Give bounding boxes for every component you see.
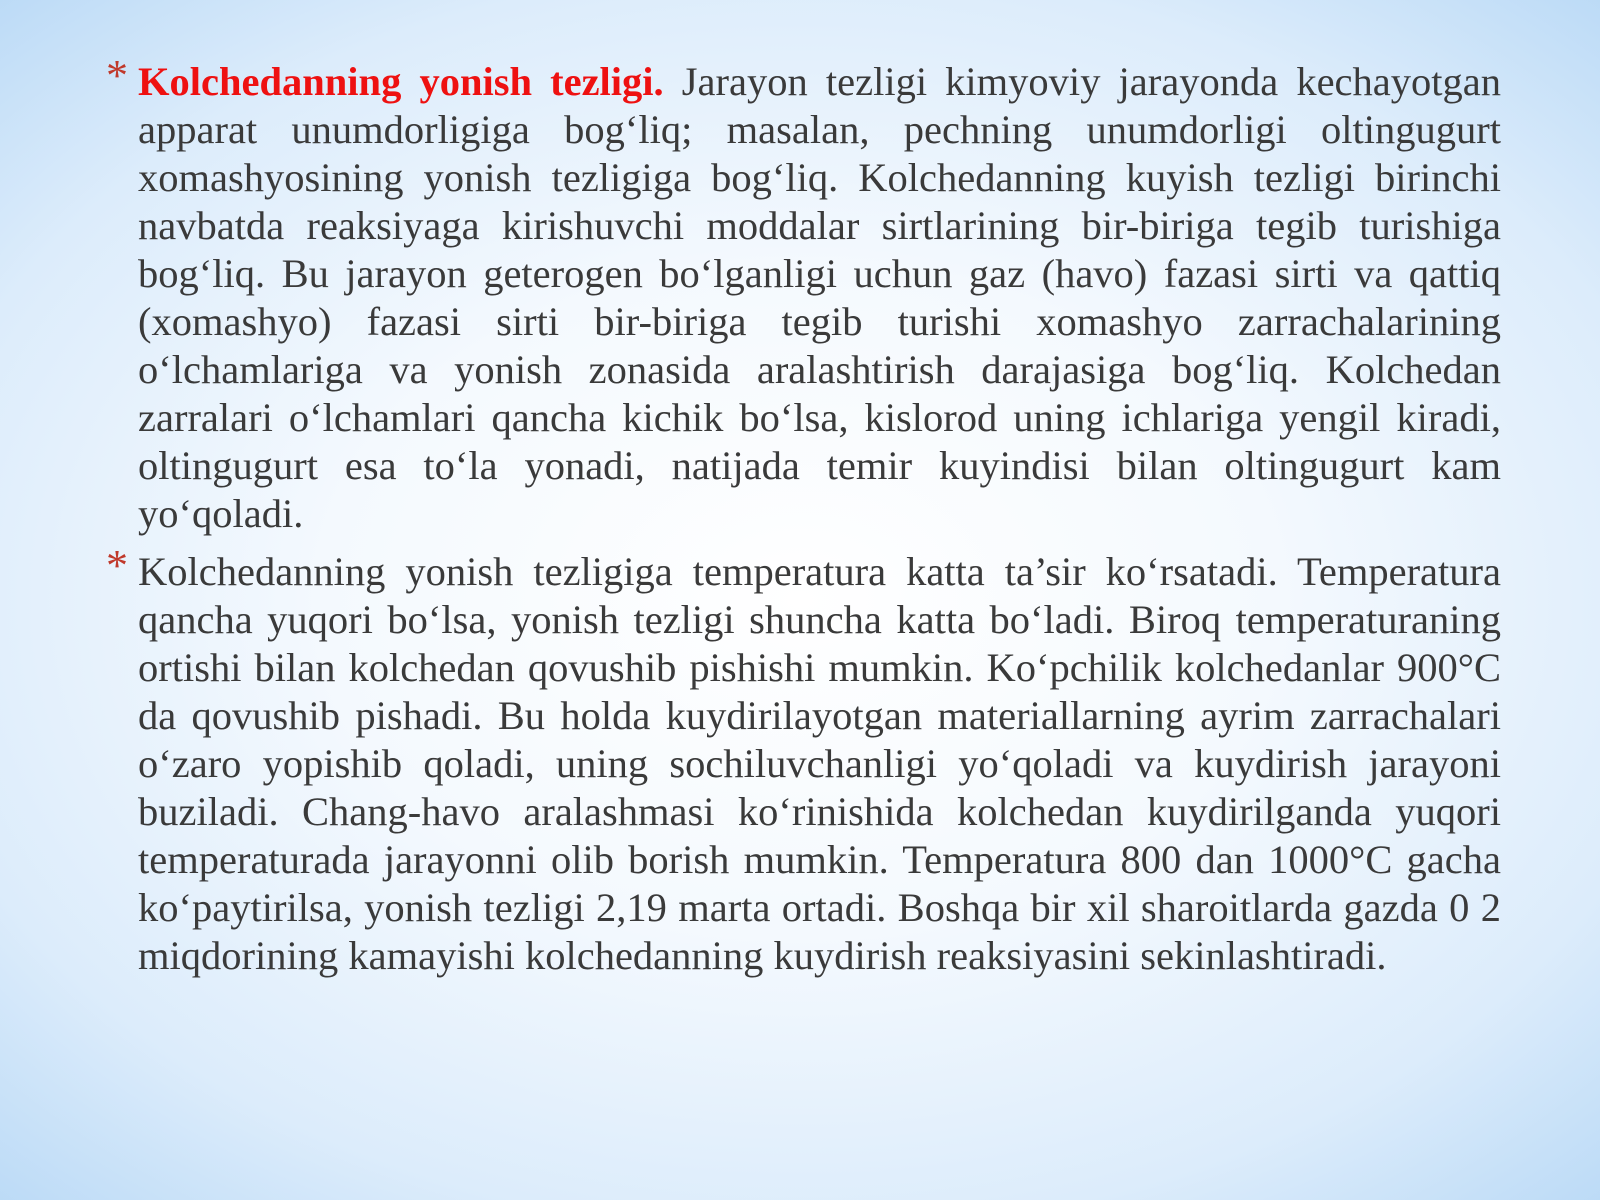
slide-body [106, 51, 1501, 990]
bullet-paragraph-2 [106, 541, 1501, 980]
asterisk-bullet-icon: * [106, 541, 128, 590]
bullet-paragraph-1 [106, 51, 1501, 538]
asterisk-bullet-icon: * [106, 51, 128, 100]
paragraph-text: Jarayon tezligi kimyoviy jarayonda kechayotgan apparat unumdorligiga bog‘liq; masalan, pechning unumdorligi oltingugurt xomashyosining yonish tezligiga bog‘liq. Kolchedanning kuyish tezligi birinchi navbatda reaksiyaga kirishuvchi moddalar sirtlarining bir-biriga tegib turishiga bog‘liq. Bu jarayon geterogen bo‘lganligi uchun gaz (havo) fazasi sirti va qattiq (xomashyo) fazasi sirti bir-biriga tegib turishi xomashyo zarrachalarining o‘lchamlariga va yonish zonasida aralashtirish darajasiga bog‘liq. Kolchedan zarralari o‘lchamlari qancha kichik bo‘lsa, kislorod uning ichlariga yengil kiradi, oltingugurt esa to‘la yonadi, natijada temir kuyindisi bilan oltingugurt kam yo‘qoladi. [138, 59, 1501, 536]
paragraph-text: Kolchedanning yonish tezligiga temperatura katta ta’sir ko‘rsatadi. Temperatura qancha yuqori bo‘lsa, yonish tezligi shuncha katta bo‘ladi. Biroq temperaturaning ortishi bilan kolchedan qovushib pishishi mumkin. Ko‘pchilik kolchedanlar 900°C da qovushib pishadi. Bu holda kuydirilayotgan materiallarning ayrim zarrachalari o‘zaro yopishib qoladi, uning sochiluvchanligi yo‘qoladi va kuydirish jarayoni buziladi. Chang-havo aralashmasi ko‘rinishida kolchedan kuydirilganda yuqori temperaturada jarayonni olib borish mumkin. Temperatura 800 dan 1000°C gacha ko‘paytirilsa, yonish tezligi 2,19 marta ortadi. Boshqa bir xil sharoitlarda gazda 0 2 miqdorining kamayishi kolchedanning kuydirish reaksiyasini sekinlashtiradi. [138, 549, 1501, 978]
paragraph-heading: Kolchedanning yonish tezligi. [138, 59, 664, 104]
